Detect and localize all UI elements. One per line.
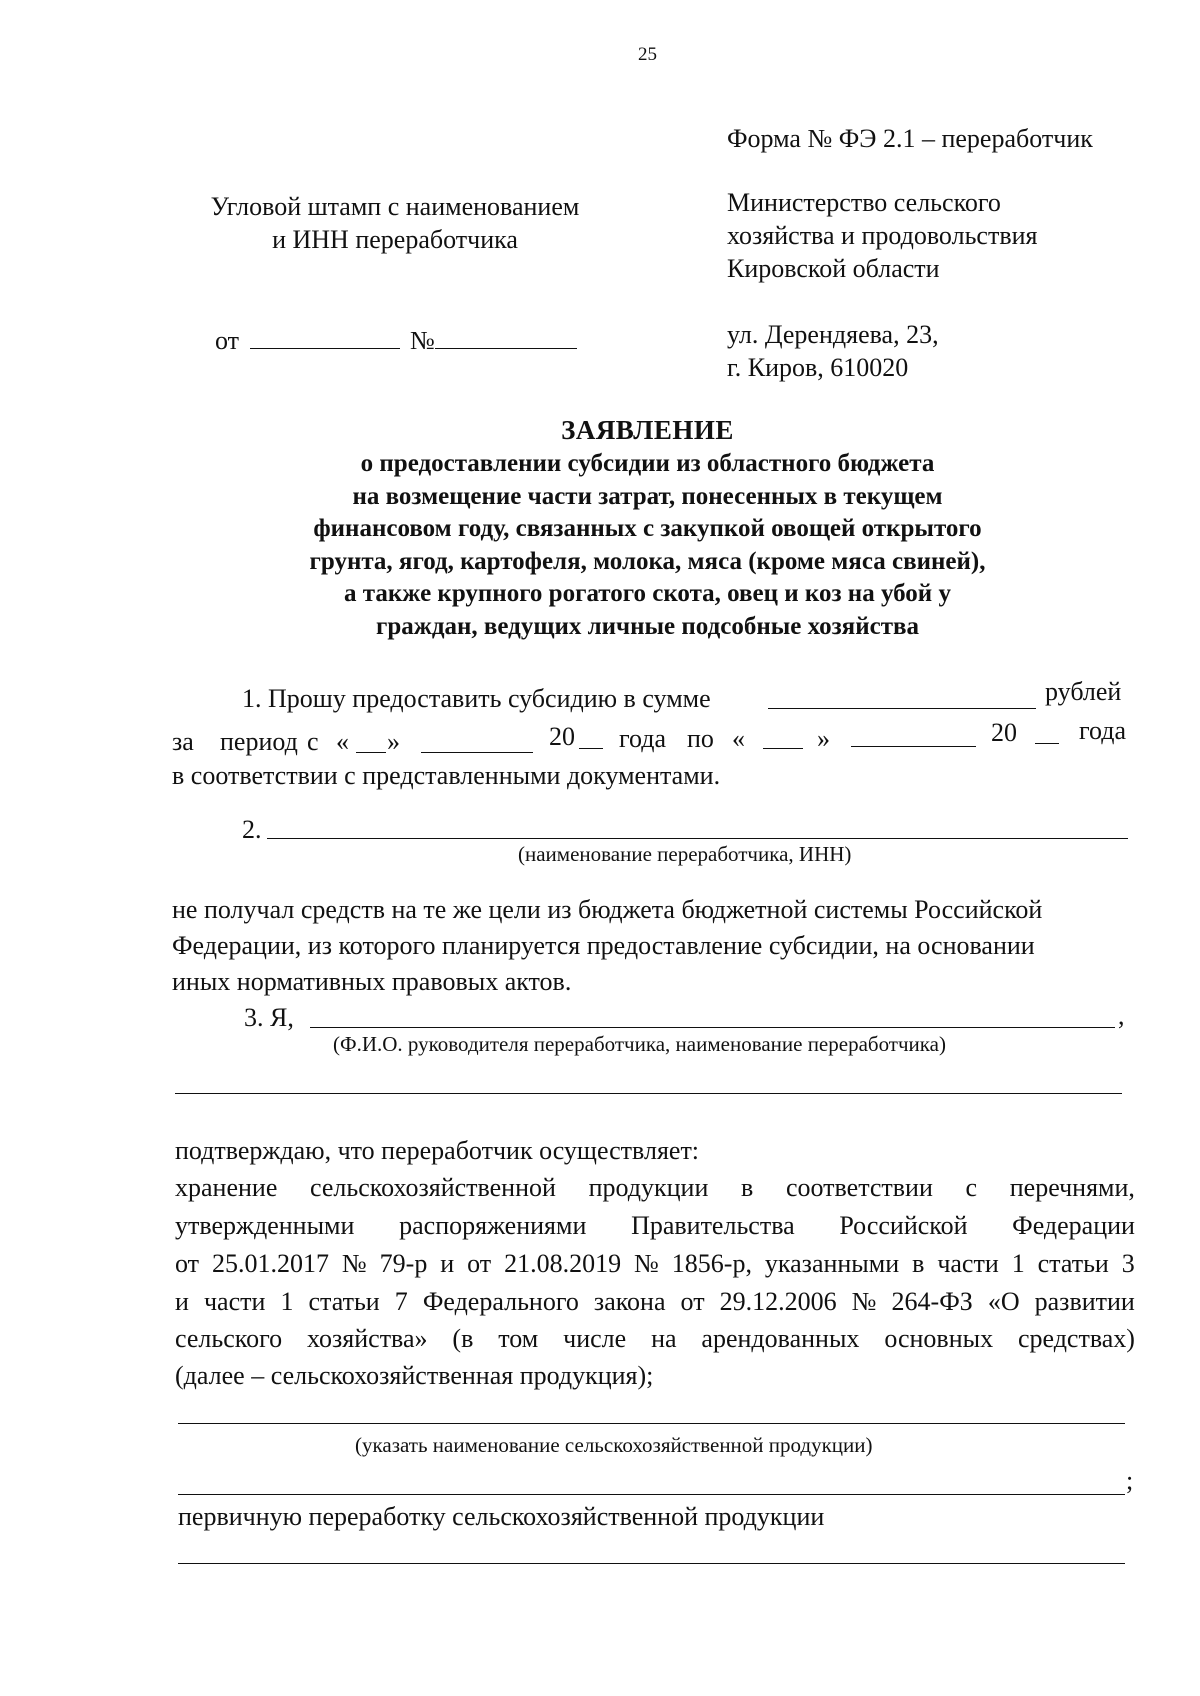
period-word: за bbox=[172, 727, 194, 756]
period-word: « bbox=[336, 727, 349, 756]
word: средствах) bbox=[1017, 1324, 1135, 1353]
stamp-line-1: Угловой штамп с наименованием bbox=[210, 192, 580, 221]
subtitle-line: на возмещение части затрат, понесенных в текущем bbox=[352, 482, 943, 510]
stamp-line-2: и ИНН переработчика bbox=[272, 225, 518, 254]
outgoing-number-line bbox=[215, 326, 581, 356]
word: 3 bbox=[1121, 1249, 1135, 1278]
title-block bbox=[200, 412, 1095, 643]
word: 25.01.2017 bbox=[211, 1249, 329, 1278]
primary-processing-blank[interactable] bbox=[178, 1563, 1125, 1564]
subtitle-line: о предоставлении субсидии из областного бюджета bbox=[360, 450, 935, 477]
confirm-last-line: (далее – сельскохозяйственная продукция); bbox=[175, 1361, 654, 1390]
address-line-2: г. Киров, 610020 bbox=[727, 353, 909, 382]
confirm-lead: подтверждаю, что переработчик осуществляет: bbox=[175, 1136, 700, 1165]
period-word: « bbox=[732, 724, 745, 753]
item3-comma: , bbox=[1118, 1001, 1125, 1030]
word: перечнями, bbox=[1009, 1173, 1135, 1202]
period-word: период bbox=[220, 727, 298, 756]
word: числе bbox=[563, 1324, 627, 1353]
product-semicolon: ; bbox=[1126, 1466, 1134, 1495]
period-word: по bbox=[687, 724, 714, 753]
word: Федерации bbox=[1012, 1211, 1135, 1240]
address-line-1: ул. Дерендяева, 23, bbox=[727, 320, 939, 349]
number-label: № bbox=[410, 326, 435, 355]
subtitle-line: граждан, ведущих личные подсобные хозяйства bbox=[375, 612, 919, 640]
word: сельского bbox=[175, 1324, 283, 1353]
word: и bbox=[175, 1287, 189, 1316]
period-word: 20 bbox=[991, 718, 1017, 747]
item2-para-line: иных нормативных правовых актов. bbox=[172, 967, 572, 996]
period-word: » bbox=[387, 727, 400, 756]
word: Российской bbox=[839, 1211, 968, 1240]
period-word: года bbox=[619, 724, 667, 753]
word: 7 bbox=[394, 1287, 408, 1316]
word: части bbox=[937, 1249, 999, 1278]
word: 1 bbox=[280, 1287, 294, 1316]
word: в bbox=[741, 1173, 754, 1202]
word: 29.12.2006 bbox=[719, 1287, 837, 1316]
word: статьи bbox=[1037, 1249, 1109, 1278]
recipient-line-2: хозяйства и продовольствия bbox=[727, 221, 1038, 250]
word: хозяйства» bbox=[307, 1324, 428, 1353]
word: «О bbox=[987, 1287, 1020, 1316]
word: распоряжениями bbox=[399, 1211, 587, 1240]
number-blank[interactable] bbox=[435, 347, 577, 349]
director-name-blank-continued[interactable] bbox=[175, 1093, 1122, 1094]
word: от bbox=[467, 1249, 492, 1278]
word: том bbox=[498, 1324, 539, 1353]
recipient-line-1: Министерство сельского bbox=[727, 188, 1001, 217]
word: 264-ФЗ bbox=[891, 1287, 973, 1316]
word: указанными bbox=[764, 1249, 900, 1278]
document-title: ЗАЯВЛЕНИЕ bbox=[561, 415, 734, 445]
word: и bbox=[440, 1249, 455, 1278]
word: статьи bbox=[308, 1287, 380, 1316]
period-word: года bbox=[1079, 716, 1127, 745]
word: части bbox=[203, 1287, 266, 1316]
product-caption: (указать наименование сельскохозяйственной продукции) bbox=[355, 1433, 873, 1457]
item2-caption: (наименование переработчика, ИНН) bbox=[518, 842, 852, 866]
word: 1 bbox=[1011, 1249, 1025, 1278]
word: развитии bbox=[1034, 1287, 1135, 1316]
corner-stamp-placeholder bbox=[175, 190, 615, 256]
word: от bbox=[680, 1287, 705, 1316]
product-name-blank-continued[interactable] bbox=[178, 1494, 1125, 1495]
word: закона bbox=[593, 1287, 666, 1316]
subtitle-line: финансовом году, связанных с закупкой овощей открытого bbox=[313, 515, 982, 542]
word: 1856-р, bbox=[671, 1249, 752, 1278]
word: Федерального bbox=[422, 1287, 579, 1316]
start-month-blank[interactable] bbox=[421, 752, 533, 753]
word: продукции bbox=[588, 1173, 709, 1202]
word: соответствии bbox=[785, 1173, 933, 1202]
product-name-blank[interactable] bbox=[178, 1423, 1125, 1424]
word: 21.08.2019 bbox=[504, 1249, 622, 1278]
word: на bbox=[651, 1324, 677, 1353]
start-day-blank[interactable] bbox=[356, 752, 386, 753]
end-year-blank[interactable] bbox=[1035, 743, 1059, 744]
address-block bbox=[727, 318, 939, 384]
item1-line3: в соответствии с представленными документами. bbox=[172, 761, 721, 790]
word: 79-р bbox=[379, 1249, 428, 1278]
word: основных bbox=[884, 1324, 994, 1353]
page-number: 25 bbox=[638, 44, 657, 65]
recipient-block bbox=[727, 186, 1037, 285]
primary-processing-line: первичную переработку сельскохозяйственной продукции bbox=[178, 1502, 825, 1531]
confirm-para-line bbox=[175, 1173, 1135, 1203]
recipient-line-3: Кировской области bbox=[727, 254, 940, 283]
word: № bbox=[634, 1249, 659, 1278]
subtitle-line: а также крупного рогатого скота, овец и коз на убой у bbox=[344, 580, 951, 607]
period-word: » bbox=[817, 724, 830, 753]
item2-para-line: Федерации, из которого планируется предоставление субсидии, на основании bbox=[172, 931, 1035, 960]
from-label: от bbox=[215, 326, 240, 355]
word: (в bbox=[452, 1324, 474, 1353]
word: Правительства bbox=[631, 1211, 795, 1240]
confirm-para-line bbox=[175, 1211, 1135, 1241]
period-word: с bbox=[307, 727, 319, 756]
confirm-para-line bbox=[175, 1249, 1135, 1279]
period-word: 20 bbox=[549, 722, 575, 751]
word: № bbox=[851, 1287, 877, 1316]
form-label: Форма № ФЭ 2.1 – переработчик bbox=[727, 124, 1093, 153]
confirm-para-line bbox=[175, 1324, 1135, 1354]
confirm-para-line bbox=[175, 1287, 1135, 1317]
director-name-blank[interactable] bbox=[310, 1027, 1115, 1028]
word: арендованных bbox=[701, 1324, 860, 1353]
item1-lead: 1. Прошу предоставить субсидию в сумме bbox=[242, 684, 711, 713]
subtitle-line: грунта, ягод, картофеля, молока, мяса (кроме мяса свиней), bbox=[309, 547, 986, 575]
word: с bbox=[965, 1173, 978, 1202]
word: хранение bbox=[175, 1173, 278, 1202]
item3-number: 3. Я, bbox=[244, 1003, 294, 1032]
end-month-blank[interactable] bbox=[851, 746, 976, 747]
item2-para-line: не получал средств на те же цели из бюджета бюджетной системы Российской bbox=[172, 895, 1043, 924]
item2-number: 2. bbox=[242, 815, 262, 844]
start-year-blank[interactable] bbox=[579, 748, 603, 749]
word: в bbox=[912, 1249, 925, 1278]
processor-name-blank[interactable] bbox=[267, 838, 1128, 839]
word: сельскохозяйственной bbox=[310, 1173, 556, 1202]
word: утвержденными bbox=[175, 1211, 355, 1240]
item3-caption: (Ф.И.О. руководителя переработчика, наименование переработчика) bbox=[333, 1032, 946, 1056]
subsidy-amount-blank[interactable] bbox=[768, 708, 1036, 709]
word: № bbox=[341, 1249, 367, 1278]
end-day-blank[interactable] bbox=[763, 748, 803, 749]
date-blank[interactable] bbox=[250, 347, 400, 349]
item1-currency: рублей bbox=[1045, 677, 1122, 706]
word: от bbox=[175, 1249, 200, 1278]
